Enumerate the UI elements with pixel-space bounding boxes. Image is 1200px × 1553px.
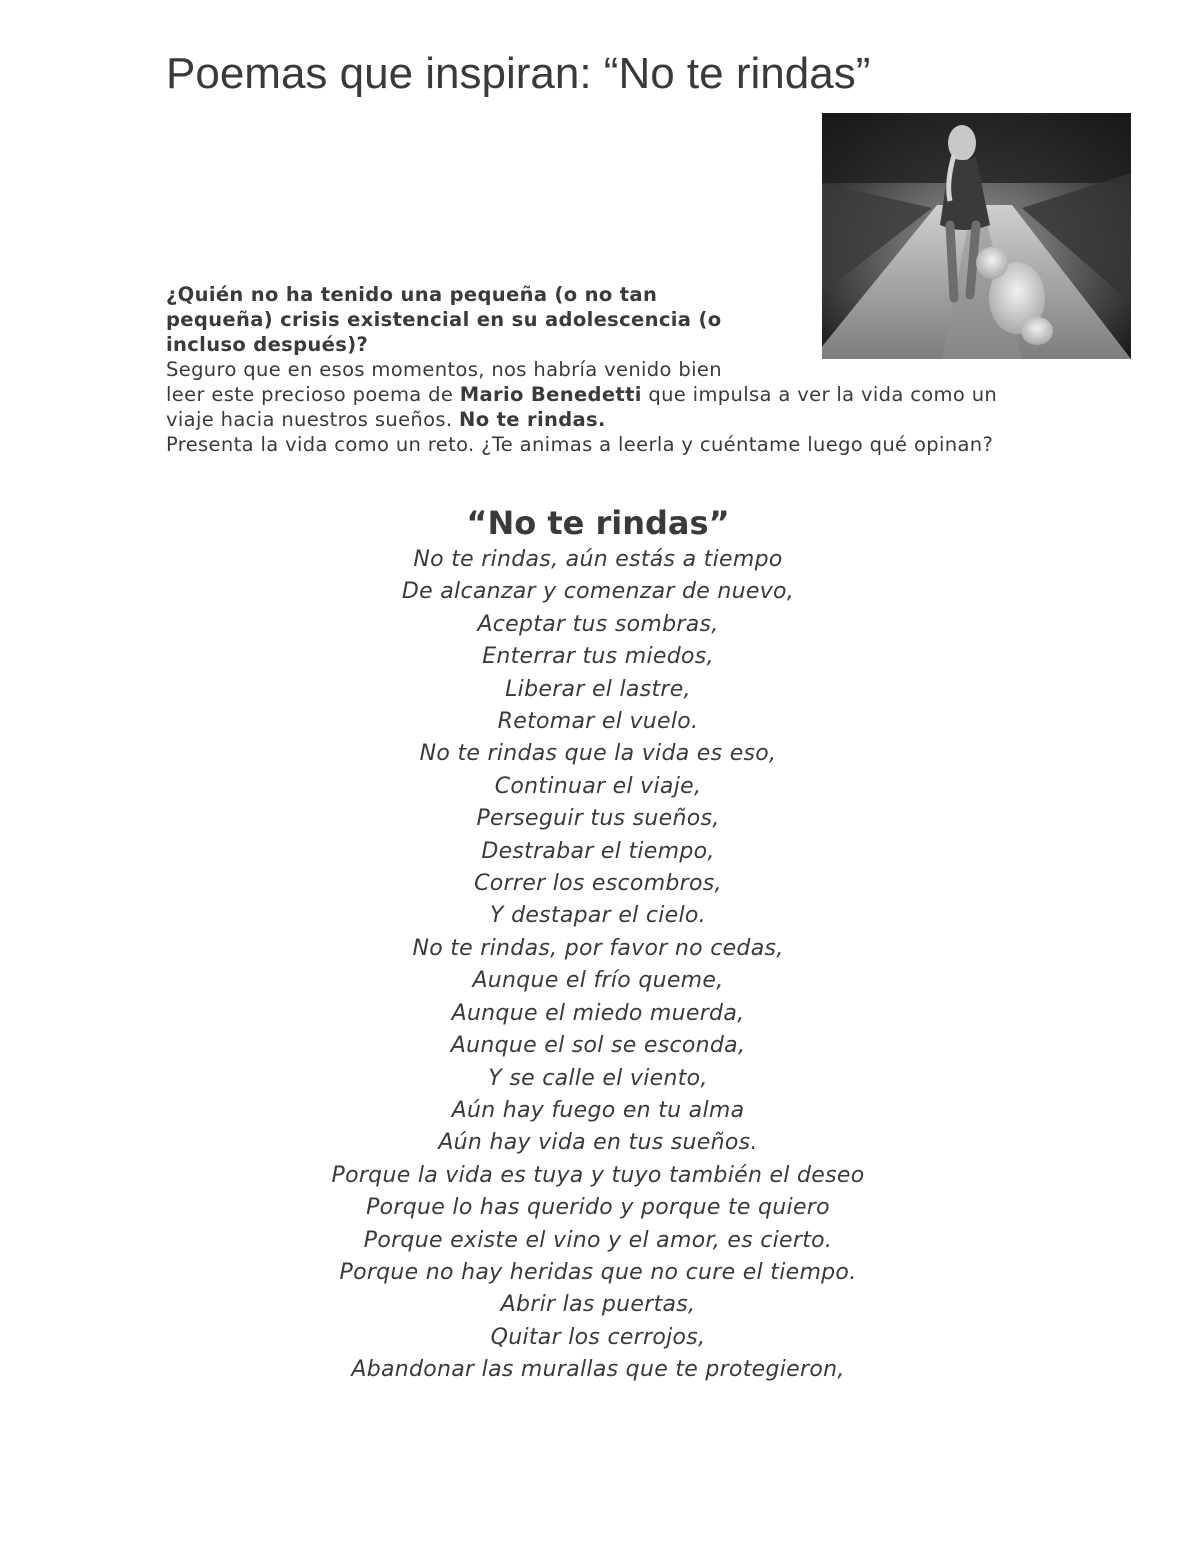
intro-paragraph [166,357,1046,432]
poem-line: Correr los escombros, [474,871,722,897]
poem-line: Continuar el viaje, [494,773,702,799]
poem [166,502,1030,1387]
intro-text [166,282,1046,457]
poem-title: “No te rindas” [466,504,730,542]
poem-line: Enterrar tus miedos, [482,644,714,670]
poem-line: Porque la vida es tuya y tuyo también el deseo [331,1162,865,1188]
poem-line: No te rindas, por favor no cedas, [412,935,784,961]
poem-line: Y se calle el viento, [488,1065,708,1091]
poem-line: Aún hay fuego en tu alma [451,1097,745,1123]
intro-paragraph-text: leer este precioso poema de [166,383,460,406]
poem-line: Aceptar tus sombras, [477,611,719,637]
intro-invitation: Presenta la vida como un reto. ¿Te animas a leerla y cuéntame luego qué opinan? [166,433,994,456]
poem-line: Aunque el frío queme, [472,968,724,994]
poem-line: Quitar los cerrojos, [490,1324,706,1350]
poem-line: Abrir las puertas, [500,1292,696,1318]
poem-line: Porque no hay heridas que no cure el tiempo. [339,1259,857,1285]
poem-line: Retomar el vuelo. [497,709,699,735]
poem-line: De alcanzar y comenzar de nuevo, [401,579,795,605]
intro-paragraph-text-2: que impulsa a ver la vida como un viaje hacia nuestros sueños. [166,383,998,431]
poem-line: No te rindas, aún estás a tiempo [413,547,783,572]
intro-paragraph-start: Seguro que en esos momentos, nos habría venido bien [166,358,722,381]
poem-lines [166,544,1030,1387]
poem-line: Liberar el lastre, [505,676,691,702]
poem-line: Aún hay vida en tus sueños. [438,1130,758,1156]
poem-line: Porque existe el vino y el amor, es cierto. [363,1227,833,1253]
poem-line: Porque lo has querido y porque te quiero [366,1195,830,1221]
poem-line: No te rindas que la vida es eso, [419,741,777,767]
page-title: Poemas que inspiran: “No te rindas” [166,49,871,98]
poem-name: No te rindas. [459,408,606,431]
intro-question: ¿Quién no ha tenido una pequeña (o no tan pequeña) crisis existencial en su adolescencia (o incluso después)? [166,283,722,356]
poem-line: Y destapar el cielo. [490,903,706,929]
poem-line: Perseguir tus sueños, [476,806,720,832]
poem-line: Aunque el sol se esconda, [450,1033,746,1059]
author-name: Mario Benedetti [459,383,642,406]
poem-line: Abandonar las murallas que te protegieron, [351,1357,845,1383]
poem-line: Aunque el miedo muerda, [451,1000,745,1026]
poem-line: Destrabar el tiempo, [481,838,715,864]
